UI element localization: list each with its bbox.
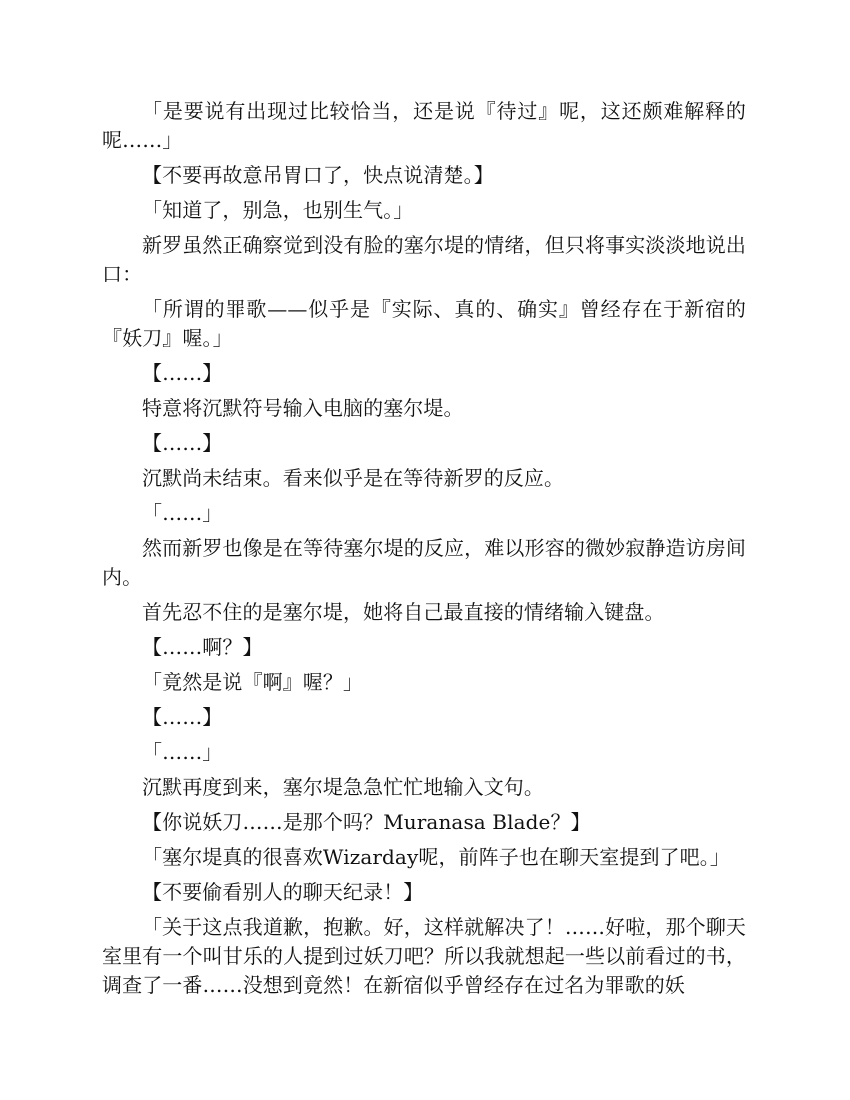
paragraph: 首先忍不住的是塞尔堤，她将自己最直接的情绪输入键盘。 <box>142 600 665 624</box>
paragraph: 【……】 <box>142 705 223 729</box>
paragraph: 「知道了，别急，也别生气。」 <box>142 198 414 222</box>
paragraph: 「……」 <box>142 501 223 525</box>
paragraph: 「所谓的罪歌——似乎是『实际、真的、确实』曾经存在于新宿的『妖刀』喔。」 <box>102 297 746 350</box>
paragraph: 【……啊？】 <box>142 635 263 659</box>
paragraph: 【你说妖刀……是那个吗？Muranasa Blade？】 <box>142 810 591 834</box>
paragraph: 沉默尚未结束。看来似乎是在等待新罗的反应。 <box>142 466 565 490</box>
paragraph: 特意将沉默符号输入电脑的塞尔堤。 <box>142 396 464 420</box>
paragraph: 「关于这点我道歉，抱歉。好，这样就解决了！……好啦，那个聊天室里有一个叫甘乐的人提到过妖刀吧？所以我就想起一些以前看过的书，调查了一番……没想到竟然！在新宿似乎曾经存在过名为罪歌的妖 <box>102 915 746 997</box>
paragraph: 新罗虽然正确察觉到没有脸的塞尔堤的情绪，但只将事实淡淡地说出口： <box>102 233 746 286</box>
paragraph: 「塞尔堤真的很喜欢Wizarday呢，前阵子也在聊天室提到了吧。」 <box>142 845 730 869</box>
document-page <box>102 97 746 1006</box>
paragraph: 然而新罗也像是在等待塞尔堤的反应，难以形容的微妙寂静造访房间内。 <box>102 536 746 589</box>
paragraph: 「竟然是说『啊』喔？」 <box>142 670 364 694</box>
paragraph: 「是要说有出现过比较恰当，还是说『待过』呢，这还颇难解释的呢……」 <box>102 99 746 152</box>
paragraph: 沉默再度到来，塞尔堤急急忙忙地输入文句。 <box>142 775 544 799</box>
paragraph: 【……】 <box>142 361 223 385</box>
paragraph: 【不要再故意吊胃口了，快点说清楚。】 <box>142 163 494 187</box>
paragraph: 【不要偷看别人的聊天纪录！】 <box>142 880 424 904</box>
paragraph: 「……」 <box>142 740 223 764</box>
paragraph: 【……】 <box>142 431 223 455</box>
